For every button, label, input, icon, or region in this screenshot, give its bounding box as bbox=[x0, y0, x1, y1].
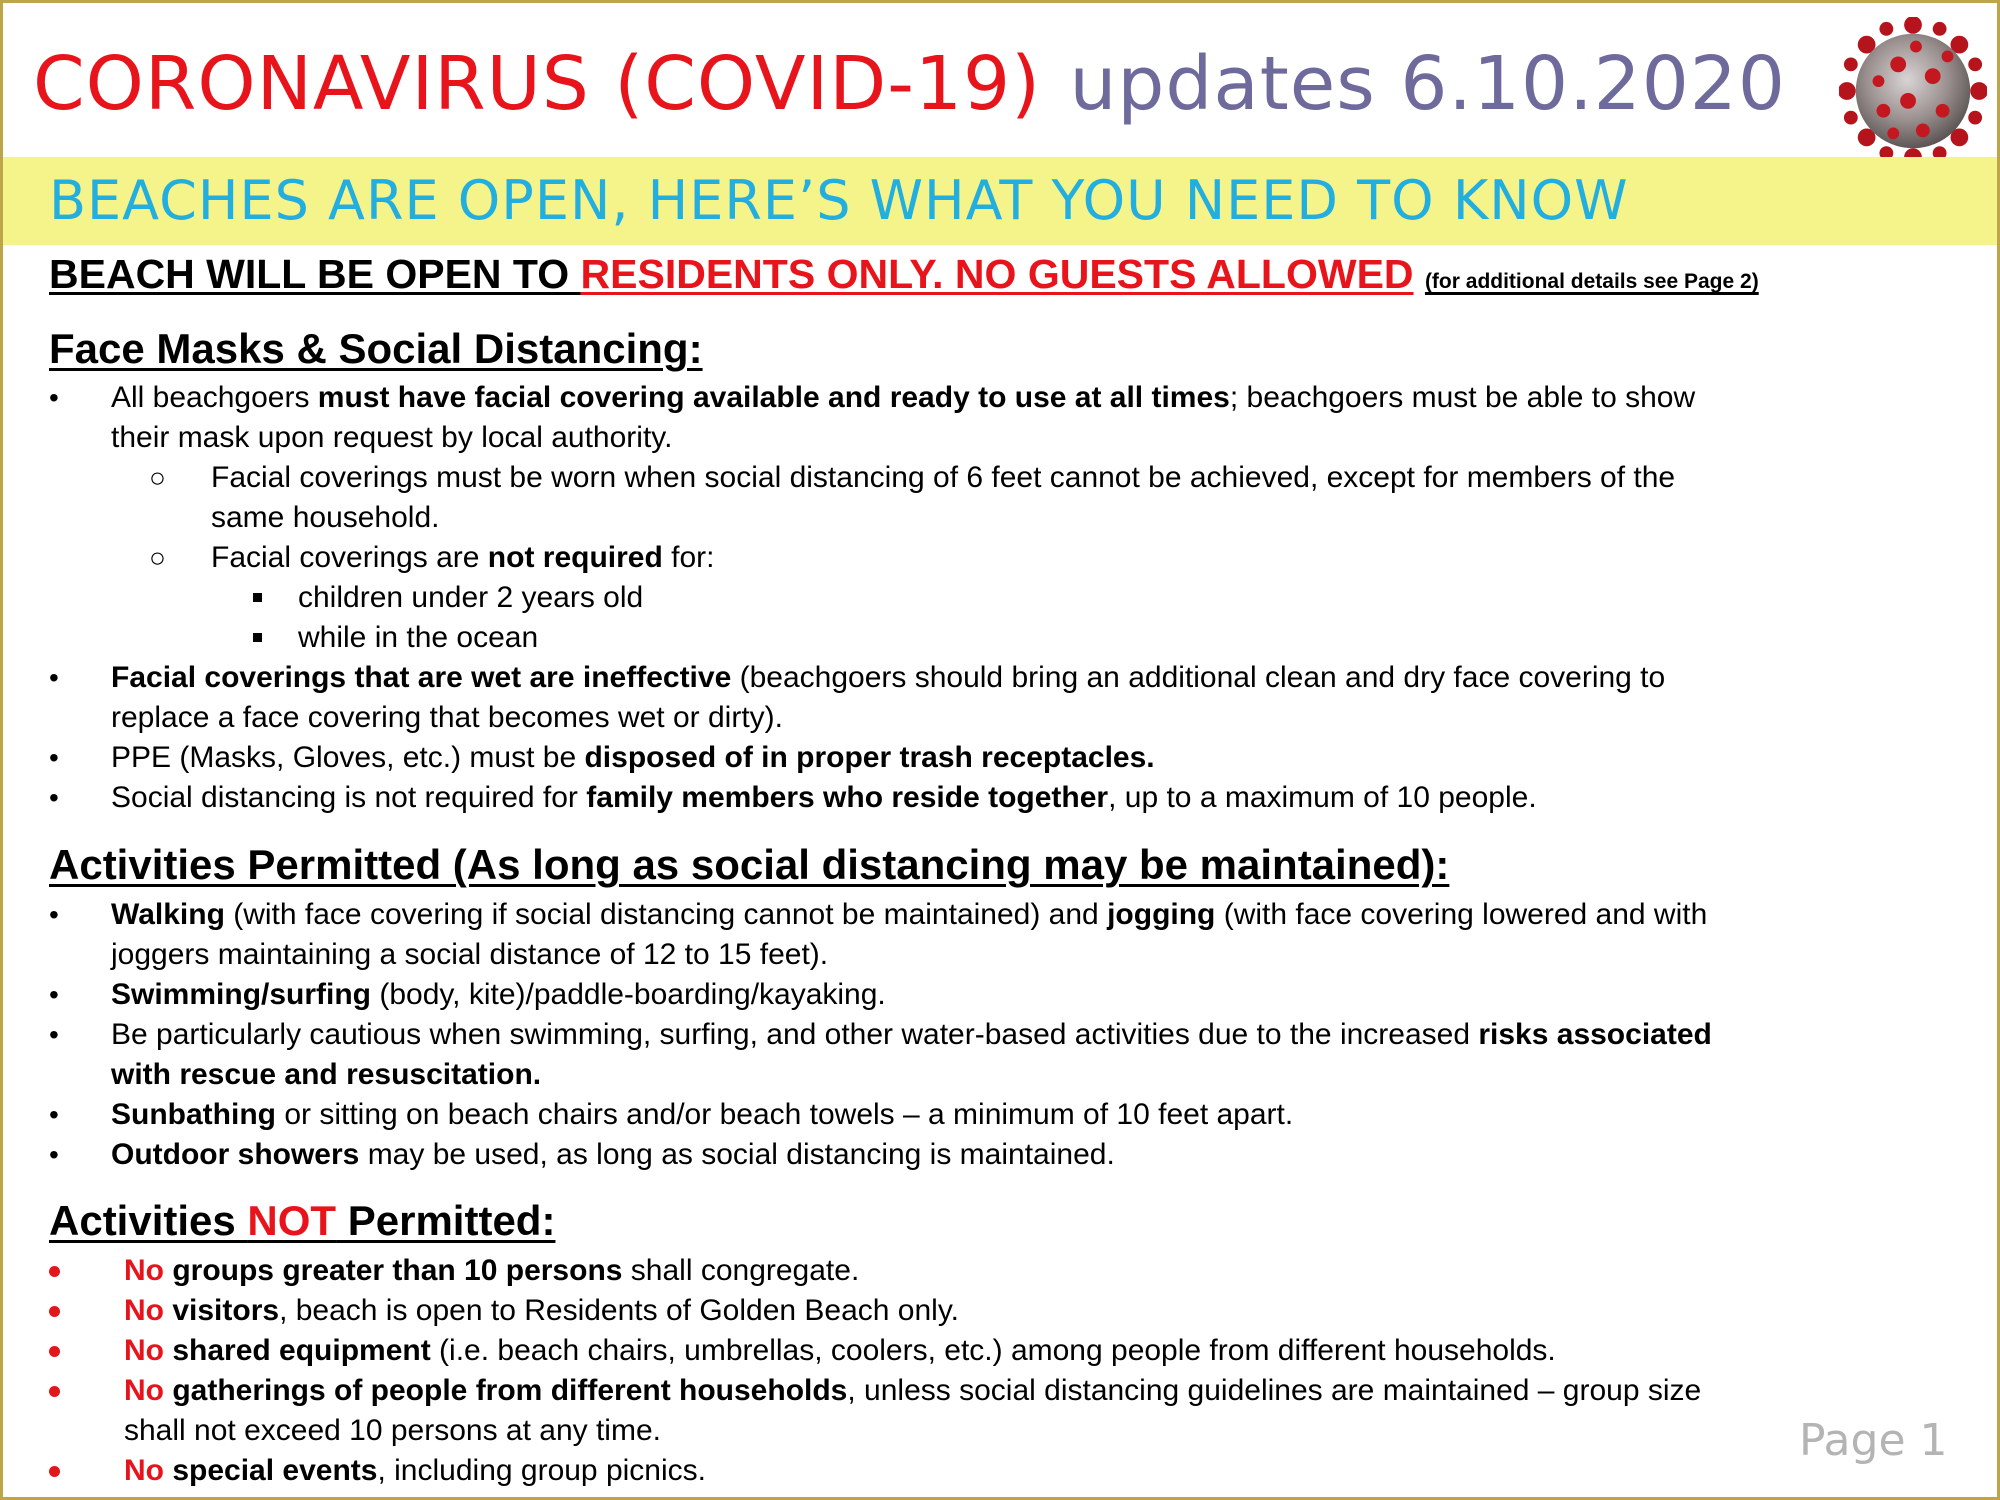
notice-small: (for additional details see Page 2) bbox=[1424, 270, 1759, 293]
red-bullet bbox=[49, 1466, 60, 1477]
sub-sub-item: children under 2 years old bbox=[298, 581, 644, 614]
list-item: No groups greater than 10 persons shall congregate. bbox=[124, 1254, 860, 1287]
bullet-dot: • bbox=[49, 1139, 59, 1170]
bullet-dot: • bbox=[49, 899, 59, 930]
page-number: Page 1 bbox=[1799, 1415, 1948, 1466]
red-bullet bbox=[49, 1386, 60, 1397]
sub-list-item: Facial coverings must be worn when social distancing of 6 feet cannot be achieved, except for members of the bbox=[211, 461, 1676, 494]
bullet-dot: • bbox=[49, 382, 59, 413]
banner-text: BEACHES ARE OPEN, HERE’S WHAT YOU NEED TO KNOW bbox=[49, 169, 1629, 232]
sub-sub-item: while in the ocean bbox=[298, 621, 539, 654]
list-item: Walking (with face covering if social distancing cannot be maintained) and jogging (with face covering lowered and with bbox=[111, 898, 1708, 931]
list-item-cont: shall not exceed 10 persons at any time. bbox=[124, 1414, 661, 1447]
list-item: Sunbathing or sitting on beach chairs and/or beach towels – a minimum of 10 feet apart. bbox=[111, 1098, 1294, 1131]
list-item-cont: replace a face covering that becomes wet or dirty). bbox=[111, 701, 783, 734]
list-item-cont: joggers maintaining a social distance of 12 to 15 feet). bbox=[111, 938, 829, 971]
red-bullet bbox=[49, 1346, 60, 1357]
list-item-cont: their mask upon request by local authority. bbox=[111, 421, 673, 454]
title-date: updates 6.10.2020 bbox=[1069, 41, 1786, 127]
coronavirus-image bbox=[1839, 17, 1987, 165]
list-item: No gatherings of people from different households, unless social distancing guidelines are maintained – group size bbox=[124, 1374, 1702, 1407]
square-bullet bbox=[253, 633, 262, 642]
bullet-dot: • bbox=[49, 662, 59, 693]
list-item: Outdoor showers may be used, as long as social distancing is maintained. bbox=[111, 1138, 1115, 1171]
bullet-dot: • bbox=[49, 1099, 59, 1130]
list-item-cont: with rescue and resuscitation. bbox=[111, 1058, 542, 1091]
list-item: Be particularly cautious when swimming, surfing, and other water-based activities due to the increased risks associated bbox=[111, 1018, 1712, 1051]
residents-notice bbox=[49, 251, 1759, 298]
sub-list-item-cont: same household. bbox=[211, 501, 440, 534]
circle-bullet: ○ bbox=[149, 462, 166, 493]
list-item: No special events, including group picnics. bbox=[124, 1454, 706, 1487]
notice-black: BEACH WILL BE OPEN TO bbox=[49, 251, 581, 297]
circle-bullet: ○ bbox=[149, 542, 166, 573]
bullet-dot: • bbox=[49, 742, 59, 773]
list-item: No visitors, beach is open to Residents of Golden Beach only. bbox=[124, 1294, 959, 1327]
red-bullet bbox=[49, 1306, 60, 1317]
heading-face-masks: Face Masks & Social Distancing: bbox=[49, 325, 703, 372]
list-item: PPE (Masks, Gloves, etc.) must be disposed of in proper trash receptacles. bbox=[111, 741, 1155, 774]
square-bullet bbox=[253, 593, 262, 602]
list-item: Swimming/surfing (body, kite)/paddle-boarding/kayaking. bbox=[111, 978, 886, 1011]
page-title bbox=[33, 41, 1786, 127]
title-red: CORONAVIRUS (COVID-19) bbox=[33, 41, 1041, 127]
list-item: No shared equipment (i.e. beach chairs, umbrellas, coolers, etc.) among people from different households. bbox=[124, 1334, 1556, 1367]
list-item: All beachgoers must have facial covering available and ready to use at all times; beachgoers must be able to show bbox=[111, 381, 1696, 414]
heading-activities-permitted: Activities Permitted (As long as social distancing may be maintained): bbox=[49, 841, 1450, 888]
notice-red: RESIDENTS ONLY. NO GUESTS ALLOWED bbox=[580, 251, 1414, 297]
list-item: Social distancing is not required for family members who reside together, up to a maximum of 10 people. bbox=[111, 781, 1537, 814]
bullet-dot: • bbox=[49, 782, 59, 813]
bullet-dot: • bbox=[49, 979, 59, 1010]
sub-list-item: Facial coverings are not required for: bbox=[211, 541, 715, 574]
list-item: Facial coverings that are wet are ineffective (beachgoers should bring an additional clean and dry face covering to bbox=[111, 661, 1666, 694]
bullet-dot: • bbox=[49, 1019, 59, 1050]
heading-activities-not-permitted: Activities NOT Permitted: bbox=[49, 1197, 556, 1244]
banner bbox=[3, 157, 2000, 245]
red-bullet bbox=[49, 1266, 60, 1277]
